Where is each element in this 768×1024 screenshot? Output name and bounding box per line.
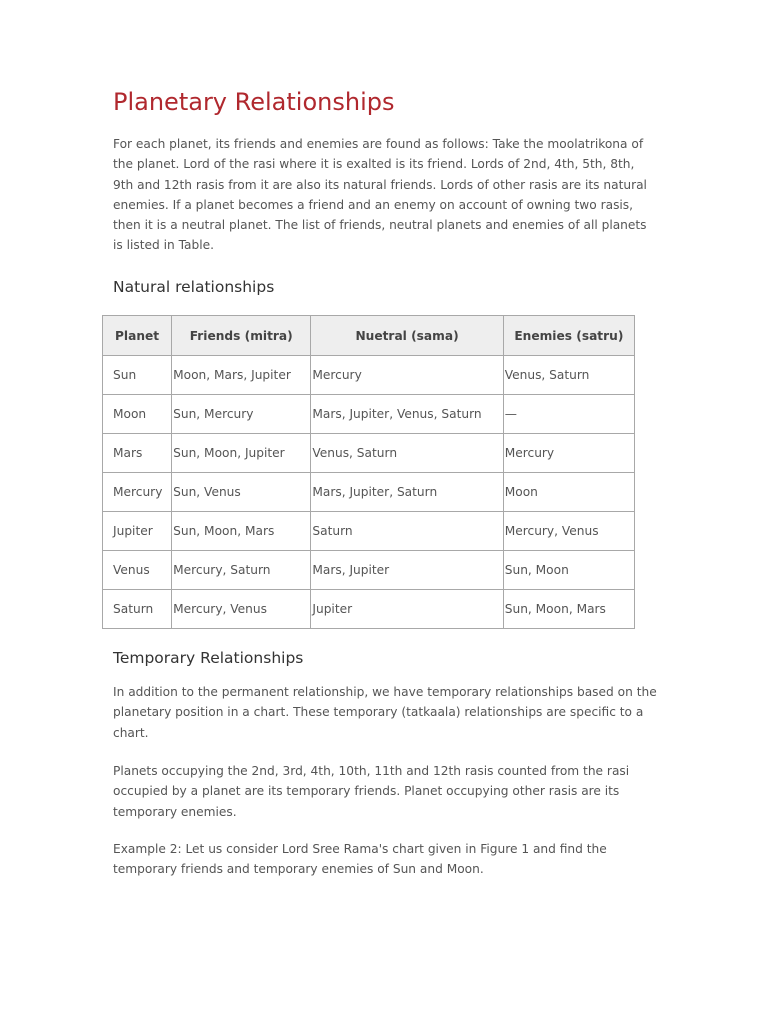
neutral-cell: Mars, Jupiter <box>311 551 503 590</box>
page-title: Planetary Relationships <box>113 88 395 116</box>
enemies-cell: Venus, Saturn <box>503 356 634 395</box>
friends-cell: Mercury, Venus <box>172 590 311 629</box>
neutral-cell: Jupiter <box>311 590 503 629</box>
table-row <box>103 590 635 629</box>
enemies-cell: Mercury, Venus <box>503 512 634 551</box>
table-header-cell: Planet <box>103 316 172 356</box>
friends-cell: Sun, Moon, Jupiter <box>172 434 311 473</box>
enemies-cell: Moon <box>503 473 634 512</box>
table-row <box>103 512 635 551</box>
planet-cell: Moon <box>103 395 172 434</box>
intro-paragraph: For each planet, its friends and enemies are found as follows: Take the moolatrikona of the planet. Lord of the rasi where it is exalted is its friend. Lords of 2nd, 4th, 5th, 8th, 9th and 12th rasis from it are also its natural friends. Lords of other rasis are its natural enemies. If a planet becomes a friend and an enemy on account of owning two rasis, then it is a neutral planet. The list of friends, neutral planets and enemies of all planets is listed in Table. <box>113 137 647 253</box>
planet-cell: Sun <box>103 356 172 395</box>
natural-relationships-table <box>102 315 635 629</box>
friends-cell: Sun, Mercury <box>172 395 311 434</box>
enemies-cell: — <box>503 395 634 434</box>
enemies-cell: Sun, Moon <box>503 551 634 590</box>
neutral-cell: Mars, Jupiter, Venus, Saturn <box>311 395 503 434</box>
planet-cell: Venus <box>103 551 172 590</box>
planet-cell: Mars <box>103 434 172 473</box>
planet-cell: Saturn <box>103 590 172 629</box>
table-row <box>103 434 635 473</box>
friends-cell: Mercury, Saturn <box>172 551 311 590</box>
table-row <box>103 395 635 434</box>
friends-cell: Sun, Moon, Mars <box>172 512 311 551</box>
enemies-cell: Mercury <box>503 434 634 473</box>
neutral-cell: Saturn <box>311 512 503 551</box>
neutral-cell: Mars, Jupiter, Saturn <box>311 473 503 512</box>
temporary-paragraph-2: Planets occupying the 2nd, 3rd, 4th, 10th, 11th and 12th rasis counted from the rasi occupied by a planet are its temporary friends. Planet occupying other rasis are its temporary enemies. <box>113 764 630 819</box>
table-header-cell: Enemies (satru) <box>503 316 634 356</box>
temporary-relationships-heading: Temporary Relationships <box>113 649 304 667</box>
friends-cell: Sun, Venus <box>172 473 311 512</box>
table-row <box>103 473 635 512</box>
table-row <box>103 551 635 590</box>
friends-cell: Moon, Mars, Jupiter <box>172 356 311 395</box>
planet-cell: Mercury <box>103 473 172 512</box>
neutral-cell: Mercury <box>311 356 503 395</box>
table-header-cell: Friends (mitra) <box>172 316 311 356</box>
table-header-cell: Nuetral (sama) <box>311 316 503 356</box>
table-header-row <box>103 316 635 356</box>
enemies-cell: Sun, Moon, Mars <box>503 590 634 629</box>
example-paragraph: Example 2: Let us consider Lord Sree Rama's chart given in Figure 1 and find the temporary friends and temporary enemies of Sun and Moon. <box>113 842 607 877</box>
temporary-paragraph-1: In addition to the permanent relationship, we have temporary relationships based on the planetary position in a chart. These temporary (tatkaala) relationships are specific to a chart. <box>113 685 657 740</box>
table-row <box>103 356 635 395</box>
natural-relationships-heading: Natural relationships <box>113 278 275 296</box>
neutral-cell: Venus, Saturn <box>311 434 503 473</box>
planet-cell: Jupiter <box>103 512 172 551</box>
